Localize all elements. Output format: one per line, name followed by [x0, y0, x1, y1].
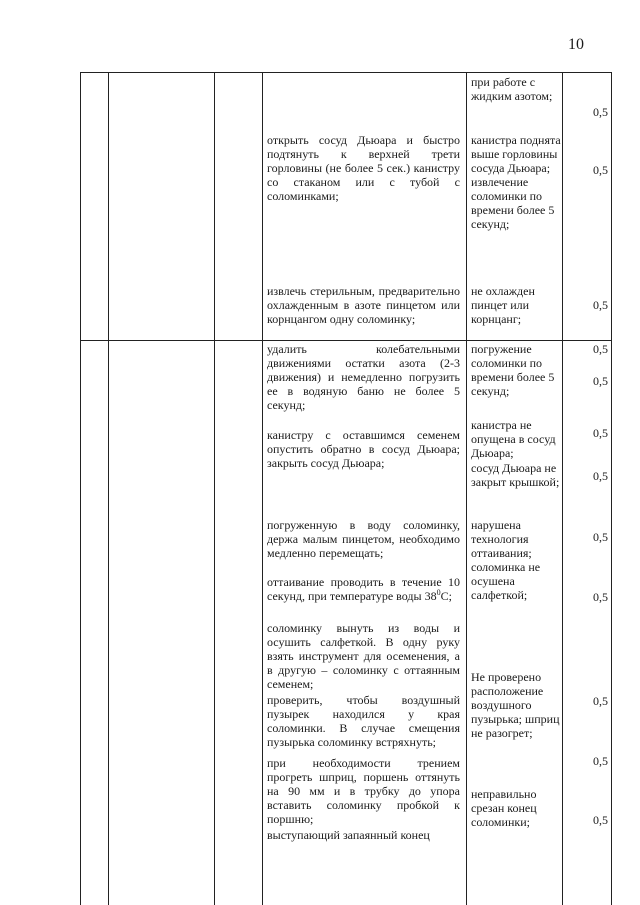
- score-cell: 0,5: [593, 342, 608, 356]
- score-cell: 0,5: [593, 426, 608, 440]
- action-cell: соломинку вынуть из воды и осушить салфеткой. В одну руку взять инструмент для осеменения, а в другую – соломинку с оттаянным семенем;: [267, 621, 460, 691]
- column-divider: [262, 72, 263, 905]
- error-cell: Не проверено расположение воздушного пузырька; шприц не разогрет;: [471, 670, 560, 740]
- score-cell: 0,5: [593, 298, 608, 312]
- table-top-border: [80, 72, 612, 73]
- column-divider: [214, 72, 215, 905]
- row-divider: [80, 340, 612, 341]
- score-cell: 0,5: [593, 163, 608, 177]
- table-left-border: [80, 72, 81, 905]
- error-cell: при работе с жидким азотом;: [471, 75, 553, 103]
- error-cell: погружение соломинки по времени более 5 секунд;: [471, 342, 555, 398]
- error-cell: сосуд Дьюара не закрыт крышкой;: [471, 461, 560, 489]
- error-cell: нарушена технология оттаивания; соломинка не осушена салфеткой;: [471, 518, 541, 602]
- score-cell: 0,5: [593, 374, 608, 388]
- score-cell: 0,5: [593, 754, 608, 768]
- column-divider: [466, 72, 467, 905]
- error-cell: канистра поднята выше горловины сосуда Дьюара; извлечение соломинки по времени более 5 секунд;: [471, 133, 561, 231]
- action-cell: погруженную в воду соломинку, держа малым пинцетом, необходимо медленно перемещать;: [267, 518, 460, 560]
- action-cell: извлечь стерильным, предварительно охлажденным в азоте пинцетом или корнцангом одну соломинку;: [267, 284, 460, 326]
- action-cell: удалить колебательными движениями остатки азота (2-3 движения) и немедленно погрузить ее в водяную баню не более 5 секунд;: [267, 342, 460, 412]
- score-cell: 0,5: [593, 694, 608, 708]
- score-cell: 0,5: [593, 590, 608, 604]
- score-cell: 0,5: [593, 469, 608, 483]
- table-right-border: [611, 72, 612, 905]
- score-cell: 0,5: [593, 813, 608, 827]
- action-cell: выступающий запаянный конец: [267, 828, 430, 842]
- action-text: оттаивание проводить в течение 10 секунд, при температуре воды 38: [267, 575, 460, 603]
- page-number: 10: [568, 36, 584, 53]
- degree-superscript: 0: [436, 588, 441, 597]
- action-cell: [267, 575, 460, 603]
- column-divider: [562, 72, 563, 905]
- error-cell: канистра не опущена в сосуд Дьюара;: [471, 418, 556, 460]
- action-cell: канистру с оставшимся семенем опустить обратно в сосуд Дьюара; закрыть сосуд Дьюара;: [267, 428, 460, 470]
- error-cell: неправильно срезан конец соломинки;: [471, 787, 537, 829]
- action-cell: проверить, чтобы воздушный пузырек находился у края соломинки. В случае смещения пузырька соломинку встряхнуть;: [267, 693, 460, 749]
- error-cell: не охлажден пинцет или корнцанг;: [471, 284, 535, 326]
- action-text: С;: [440, 589, 452, 603]
- column-divider: [108, 72, 109, 905]
- score-cell: 0,5: [593, 530, 608, 544]
- action-cell: при необходимости трением прогреть шприц, поршень оттянуть на 90 мм и в трубку до упора вставить соломинку пробкой к поршню;: [267, 756, 460, 826]
- action-cell: открыть сосуд Дьюара и быстро подтянуть к верхней трети горловины (не более 5 сек.) канистру со стаканом или с тубой с соломинками;: [267, 133, 460, 203]
- score-cell: 0,5: [593, 105, 608, 119]
